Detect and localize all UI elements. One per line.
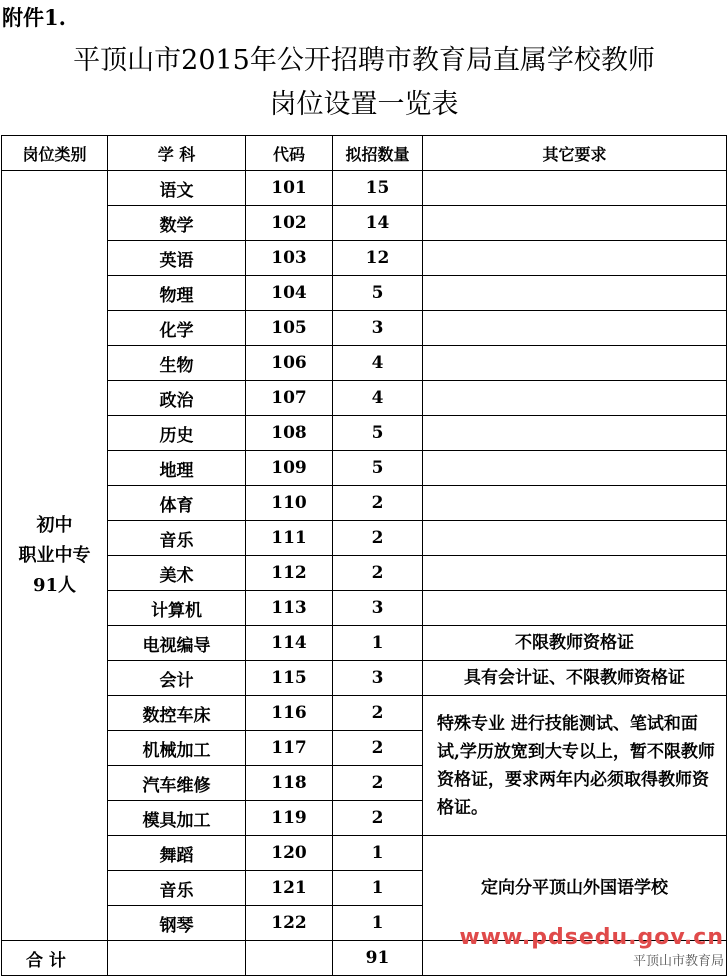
count-cell: 1 xyxy=(333,871,423,906)
requirement-cell xyxy=(423,346,727,381)
count-cell: 2 xyxy=(333,696,423,731)
count-cell: 1 xyxy=(333,906,423,941)
requirement-cell xyxy=(423,416,727,451)
subject-cell: 体育 xyxy=(108,486,246,521)
watermark-org: 平顶山市教育局 xyxy=(632,954,724,969)
code-cell: 112 xyxy=(246,556,333,591)
positions-table xyxy=(1,135,727,976)
count-cell: 15 xyxy=(333,171,423,206)
header-count: 拟招数量 xyxy=(333,136,423,171)
requirement-cell xyxy=(423,241,727,276)
code-cell: 109 xyxy=(246,451,333,486)
attachment-label: 附件1. xyxy=(2,5,66,30)
watermark-url xyxy=(459,925,724,950)
code-cell: 104 xyxy=(246,276,333,311)
page-title-line1: 平顶山市2015年公开招聘市教育局直属学校教师 xyxy=(73,45,655,76)
subject-cell: 美术 xyxy=(108,556,246,591)
code-cell: 110 xyxy=(246,486,333,521)
page-title-line2: 岗位设置一览表 xyxy=(269,89,459,120)
table-row xyxy=(2,381,727,416)
subject-cell: 舞蹈 xyxy=(108,836,246,871)
table-row xyxy=(2,836,727,871)
subject-cell: 电视编导 xyxy=(108,626,246,661)
count-cell: 2 xyxy=(333,486,423,521)
subject-cell: 计算机 xyxy=(108,591,246,626)
subject-cell: 音乐 xyxy=(108,521,246,556)
table-row xyxy=(2,276,727,311)
table-header-row xyxy=(2,136,727,171)
subject-cell: 生物 xyxy=(108,346,246,381)
count-cell: 1 xyxy=(333,626,423,661)
subject-cell: 会计 xyxy=(108,661,246,696)
subject-cell: 数学 xyxy=(108,206,246,241)
subject-cell: 汽车维修 xyxy=(108,766,246,801)
code-cell: 101 xyxy=(246,171,333,206)
code-cell: 122 xyxy=(246,906,333,941)
requirement-cell xyxy=(423,451,727,486)
watermark-url-a: www.pdsedu. xyxy=(459,925,638,950)
header-code: 代码 xyxy=(246,136,333,171)
requirement-cell xyxy=(423,171,727,206)
code-cell: 107 xyxy=(246,381,333,416)
requirement-special: 特殊专业 进行技能测试、笔试和面试,学历放宽到大专以上，暂不限教师资格证，要求两年内必须取得教师资格证。 xyxy=(423,696,727,836)
subject-cell: 地理 xyxy=(108,451,246,486)
count-cell: 2 xyxy=(333,556,423,591)
subject-cell: 物理 xyxy=(108,276,246,311)
site-watermark xyxy=(459,925,724,969)
count-cell: 5 xyxy=(333,276,423,311)
code-cell: 115 xyxy=(246,661,333,696)
header-category: 岗位类别 xyxy=(2,136,108,171)
table-row xyxy=(2,451,727,486)
code-cell: 106 xyxy=(246,346,333,381)
count-cell: 1 xyxy=(333,836,423,871)
code-cell: 113 xyxy=(246,591,333,626)
table-row xyxy=(2,311,727,346)
table-row xyxy=(2,591,727,626)
subject-cell: 钢琴 xyxy=(108,906,246,941)
table-row xyxy=(2,626,727,661)
table-row xyxy=(2,241,727,276)
code-cell: 118 xyxy=(246,766,333,801)
count-cell: 2 xyxy=(333,731,423,766)
code-cell: 111 xyxy=(246,521,333,556)
code-cell: 116 xyxy=(246,696,333,731)
table-row xyxy=(2,661,727,696)
watermark-url-b: gov.cn xyxy=(637,925,724,950)
requirement-cell xyxy=(423,311,727,346)
total-label: 合 计 xyxy=(2,941,108,976)
total-count: 91 xyxy=(333,941,423,976)
code-cell: 102 xyxy=(246,206,333,241)
code-cell: 108 xyxy=(246,416,333,451)
table-row xyxy=(2,346,727,381)
code-cell: 117 xyxy=(246,731,333,766)
requirement-cell xyxy=(423,591,727,626)
count-cell: 2 xyxy=(333,801,423,836)
table-row xyxy=(2,171,727,206)
count-cell: 5 xyxy=(333,416,423,451)
requirement-accounting: 具有会计证、不限教师资格证 xyxy=(423,661,727,696)
header-requirements: 其它要求 xyxy=(423,136,727,171)
requirement-cell xyxy=(423,521,727,556)
count-cell: 3 xyxy=(333,311,423,346)
requirement-cell xyxy=(423,276,727,311)
code-cell: 119 xyxy=(246,801,333,836)
requirement-cell xyxy=(423,381,727,416)
table-row xyxy=(2,521,727,556)
subject-cell: 英语 xyxy=(108,241,246,276)
subject-cell: 历史 xyxy=(108,416,246,451)
requirement-tv: 不限教师资格证 xyxy=(423,626,727,661)
requirement-foreign-school: 定向分平顶山外国语学校 xyxy=(423,836,727,941)
header-subject: 学 科 xyxy=(108,136,246,171)
subject-cell: 化学 xyxy=(108,311,246,346)
table-row xyxy=(2,486,727,521)
category-line1: 初中 xyxy=(36,514,73,536)
total-empty-code xyxy=(246,941,333,976)
table-row xyxy=(2,696,727,731)
requirement-cell xyxy=(423,486,727,521)
category-cell xyxy=(2,171,108,941)
category-line3: 91人 xyxy=(32,574,77,596)
count-cell: 4 xyxy=(333,381,423,416)
count-cell: 2 xyxy=(333,521,423,556)
code-cell: 121 xyxy=(246,871,333,906)
table-row xyxy=(2,416,727,451)
count-cell: 2 xyxy=(333,766,423,801)
code-cell: 103 xyxy=(246,241,333,276)
requirement-cell xyxy=(423,206,727,241)
count-cell: 4 xyxy=(333,346,423,381)
subject-cell: 模具加工 xyxy=(108,801,246,836)
subject-cell: 音乐 xyxy=(108,871,246,906)
subject-cell: 政治 xyxy=(108,381,246,416)
table-row xyxy=(2,206,727,241)
subject-cell: 数控车床 xyxy=(108,696,246,731)
code-cell: 105 xyxy=(246,311,333,346)
table-row xyxy=(2,556,727,591)
count-cell: 3 xyxy=(333,661,423,696)
category-line2: 职业中专 xyxy=(18,544,91,566)
code-cell: 120 xyxy=(246,836,333,871)
count-cell: 14 xyxy=(333,206,423,241)
count-cell: 12 xyxy=(333,241,423,276)
count-cell: 5 xyxy=(333,451,423,486)
requirement-cell xyxy=(423,556,727,591)
total-empty-subject xyxy=(108,941,246,976)
code-cell: 114 xyxy=(246,626,333,661)
subject-cell: 语文 xyxy=(108,171,246,206)
count-cell: 3 xyxy=(333,591,423,626)
subject-cell: 机械加工 xyxy=(108,731,246,766)
